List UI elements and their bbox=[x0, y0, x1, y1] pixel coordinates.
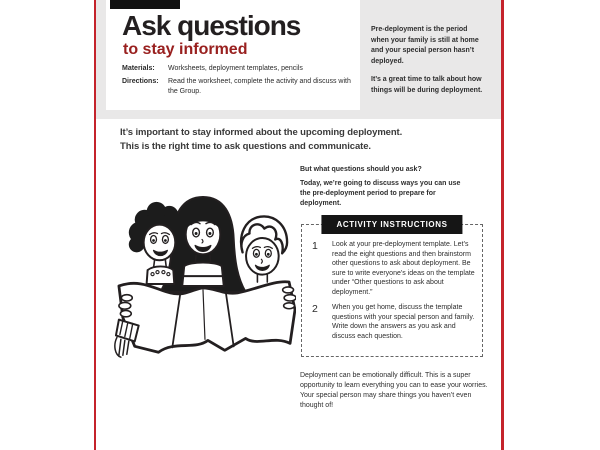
materials-row bbox=[122, 64, 358, 74]
step-2-number: 2 bbox=[312, 303, 318, 315]
activity-instructions-header: ACTIVITY INSTRUCTIONS bbox=[321, 215, 462, 234]
materials-label: Materials: bbox=[122, 65, 155, 72]
page-subtitle: to stay informed bbox=[123, 41, 248, 58]
activity-instructions-box bbox=[301, 220, 483, 357]
directions-row bbox=[122, 77, 358, 96]
closing-paragraph: Deployment can be emotionally difficult. This is a super opportunity to learn everything you can to ease your worries. Your special person may share things you haven’t even thought of! bbox=[300, 372, 488, 409]
pre-deployment-note-para1: Pre-deployment is the period when your family is still at home and your special person hasn’t deployed. bbox=[371, 26, 479, 65]
right-red-rule bbox=[501, 0, 504, 450]
pre-deployment-note-para2: It’s a great time to talk about how things will be during deployment. bbox=[371, 76, 483, 94]
children-reading-map-illustration bbox=[110, 191, 296, 377]
discussion-question: But what questions should you ask? bbox=[300, 166, 422, 173]
directions-value: Read the worksheet, complete the activity and discuss with the Group. bbox=[168, 78, 351, 95]
step-1-number: 1 bbox=[312, 240, 318, 252]
directions-label: Directions: bbox=[122, 78, 159, 85]
discussion-column bbox=[300, 166, 486, 209]
pre-deployment-note bbox=[371, 25, 484, 96]
discussion-paragraph: Today, we’re going to discuss ways you can use the pre-deployment period to prepare for deployment. bbox=[300, 180, 461, 207]
step-1-text: Look at your pre-deployment template. Let’s read the eight questions and then brainstorm other questions to ask about deployment. Be sure to write everyone’s ideas on the template under “Other questions to ask about deployment.” bbox=[332, 241, 475, 296]
page-title: Ask questions bbox=[122, 10, 301, 41]
materials-value: Worksheets, deployment templates, pencils bbox=[168, 65, 303, 72]
title-box bbox=[106, 0, 360, 110]
intro-text bbox=[120, 126, 402, 154]
intro-line-2: This is the right time to ask questions and communicate. bbox=[120, 141, 371, 152]
activity-step-2 bbox=[312, 303, 475, 341]
top-banner-tab bbox=[110, 0, 180, 9]
intro-line-1: It’s important to stay informed about the upcoming deployment. bbox=[120, 127, 403, 138]
activity-step-1 bbox=[312, 240, 475, 298]
step-2-text: When you get home, discuss the template questions with your special person and family. Write down the answers as you ask and discuss each question. bbox=[332, 304, 475, 340]
